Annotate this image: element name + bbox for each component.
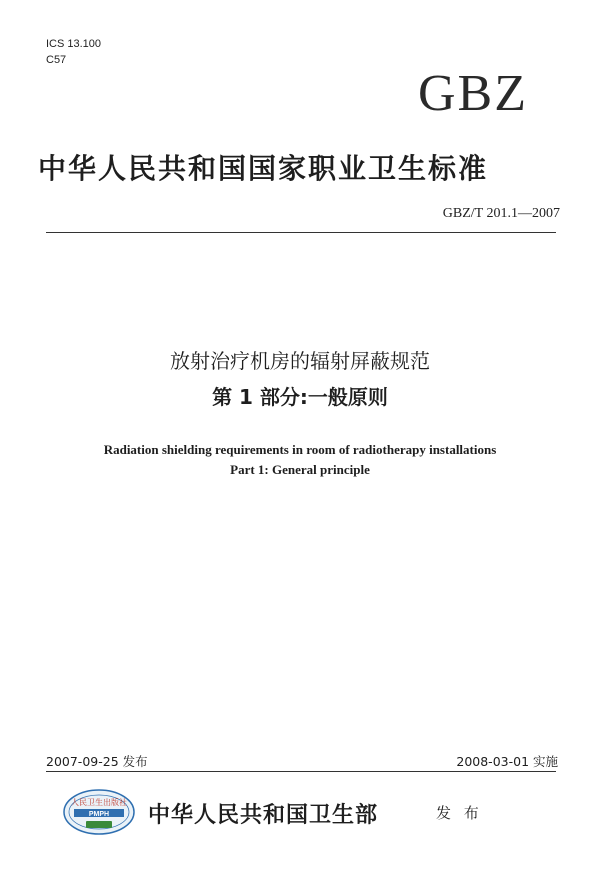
gbz-logo: GBZ [418,65,528,122]
classification-codes [46,36,101,68]
ics-code: ICS 13.100 [46,38,102,50]
issuer-action: 发 布 [436,804,483,822]
title-en-line1: Radiation shielding requirements in room of radiotherapy installations [103,442,497,457]
header-rule [46,232,556,233]
title-cn-line2: 第 1 部分:一般原则 [212,385,388,409]
issuer-name: 中华人民共和国卫生部 [148,803,379,828]
issuer-block [62,788,522,838]
ccs-code: C57 [46,54,67,66]
standard-category: 中华人民共和国国家职业卫生标准 [38,152,489,185]
svg-text:人民卫生出版社: 人民卫生出版社 [71,798,127,807]
publisher-seal-icon [62,788,136,836]
footer-rule [46,771,556,772]
svg-text:PMPH: PMPH [88,811,110,818]
issue-date: 2007-09-25 发布 [46,754,148,769]
standard-number: GBZ/T 201.1—2007 [442,206,560,221]
title-cn-line1: 放射治疗机房的辐射屏蔽规范 [170,349,430,373]
title-en-line2: Part 1: General principle [230,462,370,477]
implementation-date: 2008-03-01 实施 [456,754,558,769]
